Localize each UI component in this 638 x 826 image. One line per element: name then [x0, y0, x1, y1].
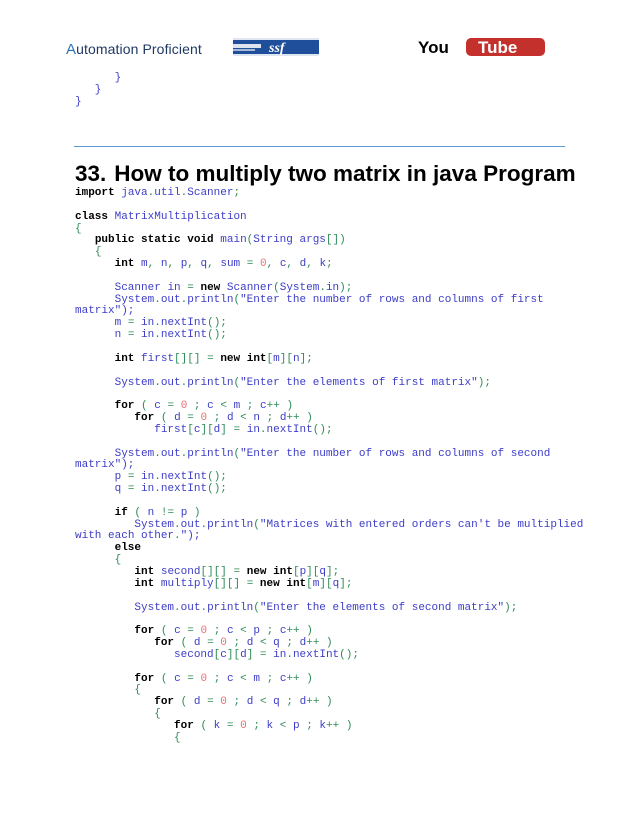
code-line: }: [75, 72, 122, 84]
ssf-logo-text: ssf: [269, 41, 285, 56]
code-line: Scanner in = new Scanner(System.in);: [114, 281, 353, 294]
code-line: import java.util.Scanner;: [75, 187, 241, 199]
code-line: {: [134, 684, 142, 697]
code-line: System.out.println("Matrices with entered orders can't be multiplied: [134, 518, 584, 531]
section-divider: [74, 146, 565, 147]
section-title: [75, 161, 584, 187]
code-line: if ( n != p ): [114, 506, 201, 519]
brand-rest: utomation Proficient: [76, 41, 202, 57]
code-line: for ( d = 0 ; d < q ; d++ ): [154, 696, 333, 709]
youtube-logo: [418, 37, 546, 57]
code-line: for ( c = 0 ; c < m ; c++ ): [134, 672, 313, 685]
code-line: for ( k = 0 ; k < p ; k++ ): [174, 719, 353, 732]
code-line: }: [75, 83, 102, 96]
code-line: System.out.println("Enter the elements of first matrix");: [114, 376, 491, 389]
code-line: {: [94, 246, 102, 259]
code-line: else: [114, 542, 142, 555]
code-line: {: [174, 731, 181, 744]
code-line: m = in.nextInt();: [114, 317, 227, 330]
code-line: public static void main(String args[]): [94, 234, 346, 247]
ssf-logo: [233, 38, 319, 56]
code-line: n = in.nextInt();: [114, 329, 227, 342]
code-line: for ( c = 0 ; c < p ; c++ ): [134, 625, 313, 638]
code-line: second[c][d] = in.nextInt();: [174, 648, 359, 661]
section-title-text: How to multiply two matrix in java Program: [114, 161, 576, 186]
previous-code-snippet: [75, 73, 121, 109]
section-number: 33.: [75, 161, 107, 186]
code-line: with each other.");: [75, 530, 201, 543]
code-line: int first[][] = new int[m][n];: [114, 352, 313, 365]
code-line: System.out.println("Enter the number of rows and columns of second: [114, 447, 551, 460]
code-line: class MatrixMultiplication: [75, 210, 247, 223]
code-line: for ( c = 0 ; c < m ; c++ ): [114, 400, 294, 413]
youtube-tube-text: Tube: [478, 38, 518, 57]
code-line: for ( d = 0 ; d < q ; d++ ): [154, 637, 333, 650]
code-line: System.out.println("Enter the number of rows and columns of first: [114, 293, 544, 306]
code-line: matrix");: [75, 459, 135, 472]
code-line: matrix");: [75, 305, 135, 318]
code-line: int multiply[][] = new int[m][q];: [134, 577, 353, 590]
code-line: for ( d = 0 ; d < n ; d++ ): [134, 412, 313, 425]
youtube-you-text: You: [418, 38, 449, 57]
brand-initial: A: [66, 41, 77, 58]
code-line: {: [114, 554, 122, 567]
code-block: [75, 188, 583, 745]
brand-name: [66, 41, 202, 58]
code-line: System.out.println("Enter the elements of second matrix");: [134, 601, 518, 614]
code-line: {: [75, 222, 82, 235]
code-line: first[c][d] = in.nextInt();: [154, 423, 333, 436]
code-line: q = in.nextInt();: [114, 483, 227, 496]
page-header: [0, 0, 638, 70]
code-line: int m, n, p, q, sum = 0, c, d, k;: [114, 258, 333, 271]
code-line: p = in.nextInt();: [114, 471, 227, 484]
code-line: }: [75, 95, 82, 108]
code-line: int second[][] = new int[p][q];: [134, 566, 340, 578]
code-line: {: [154, 708, 161, 721]
